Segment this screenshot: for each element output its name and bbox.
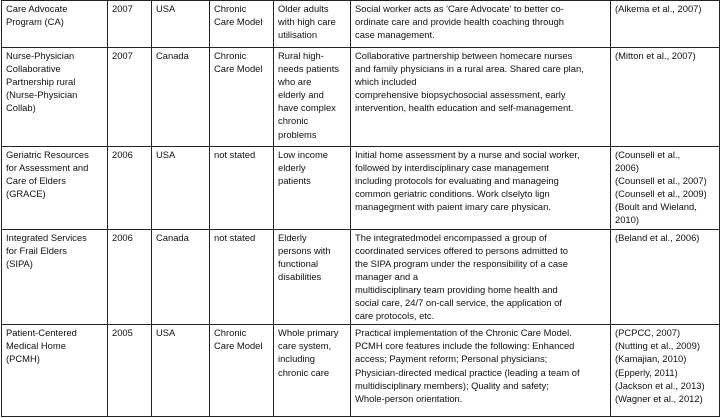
description-line: Collaborative partnership between homecare nurses xyxy=(355,50,573,61)
description-line: Whole-person orientation. xyxy=(355,392,463,404)
program-line: Care of Elders xyxy=(6,175,66,187)
description-line: manager and a xyxy=(355,270,419,282)
program-line: Collab) xyxy=(6,102,36,114)
description-line: Practical implementation of the Chronic Care Model. xyxy=(355,327,572,339)
references-line: (Kamajian, 2010) xyxy=(615,353,687,365)
year-cell: 2006 xyxy=(108,147,152,230)
program-line: (PCMH) xyxy=(6,353,40,365)
population-line: patients xyxy=(278,175,311,187)
model-cell xyxy=(210,229,274,325)
population-line: including xyxy=(278,353,316,365)
references-line: (Epperly, 2011) xyxy=(615,366,678,378)
model-line: not stated xyxy=(214,149,256,160)
population-line: elderly and xyxy=(278,89,324,101)
population-cell xyxy=(274,229,351,325)
references-line: (Jackson et al., 2013) xyxy=(615,379,705,391)
description-cell xyxy=(351,48,611,147)
population-line: problems xyxy=(278,128,317,140)
program-line: (GRACE) xyxy=(6,188,46,200)
references-line: (Beland et al., 2006) xyxy=(615,231,700,243)
population-cell xyxy=(274,147,351,230)
description-line: coordinated services offered to persons admitted to xyxy=(355,244,568,256)
population-cell xyxy=(274,48,351,147)
program-line: for Assessment and xyxy=(6,162,89,174)
references-line: (Counsell et al., 2007) xyxy=(615,175,707,187)
references-line: (Alkema et al., 2007) xyxy=(615,3,702,14)
references-cell xyxy=(611,48,720,147)
program-name-cell xyxy=(2,48,108,147)
description-line: which included xyxy=(355,76,417,88)
description-line: managegment with paient imary care physican. xyxy=(355,201,551,213)
program-line: Collaborative xyxy=(6,63,61,75)
program-line: Care Advocate xyxy=(6,3,68,14)
description-line: multidisciplinary team providing home health and xyxy=(355,283,558,295)
table-row xyxy=(2,48,720,147)
program-name-cell xyxy=(2,147,108,230)
model-line: Care Model xyxy=(214,63,263,75)
table-row xyxy=(2,229,720,325)
model-cell xyxy=(210,147,274,230)
description-line: intervention, health education and self-management. xyxy=(355,102,574,114)
country-cell: USA xyxy=(152,325,210,417)
table-row xyxy=(2,1,720,48)
year-cell: 2007 xyxy=(108,48,152,147)
program-name-cell xyxy=(2,1,108,48)
population-line: Low income xyxy=(278,149,329,160)
population-line: chronic care xyxy=(278,366,330,378)
references-line: (PCPCC, 2007) xyxy=(615,327,681,339)
description-line: PCMH core features include the following: Enhanced xyxy=(355,340,575,352)
description-line: Physician-directed medical practice (leading a team of xyxy=(355,366,580,378)
population-line: Elderly xyxy=(278,231,307,243)
program-line: Patient-Centered xyxy=(6,327,77,339)
description-cell xyxy=(351,147,611,230)
population-line: who are xyxy=(278,76,312,88)
model-line: not stated xyxy=(214,231,256,243)
program-name-cell xyxy=(2,325,108,417)
program-line: Geriatric Resources xyxy=(6,149,89,160)
description-cell xyxy=(351,1,611,48)
description-line: the SIPA program under the responsibility of a case xyxy=(355,257,568,269)
model-line: Chronic xyxy=(214,50,247,61)
country-cell: USA xyxy=(152,1,210,48)
population-line: disabilities xyxy=(278,270,322,282)
program-line: Partnership rural xyxy=(6,76,76,88)
program-line: Nurse-Physician xyxy=(6,50,75,61)
references-cell xyxy=(611,147,720,230)
references-cell xyxy=(611,1,720,48)
description-line: including protocols for evaluating and manageing xyxy=(355,175,559,187)
population-cell xyxy=(274,325,351,417)
population-line: functional xyxy=(278,257,319,269)
country-cell: Canada xyxy=(152,229,210,325)
programs-table xyxy=(1,0,720,417)
description-line: case management. xyxy=(355,29,435,41)
population-line: Rural high- xyxy=(278,50,324,61)
population-line: elderly xyxy=(278,162,306,174)
references-line: 2006) xyxy=(615,162,639,174)
program-line: (SIPA) xyxy=(6,257,33,269)
references-line: (Boult and Wieland, xyxy=(615,201,697,213)
population-line: care system, xyxy=(278,340,332,352)
population-line: have complex xyxy=(278,102,336,114)
country-cell: Canada xyxy=(152,48,210,147)
references-cell xyxy=(611,229,720,325)
model-cell xyxy=(210,1,274,48)
description-line: common geriatric conditions. Work clselyto lign xyxy=(355,188,550,200)
model-line: Chronic xyxy=(214,3,247,14)
program-line: Program (CA) xyxy=(6,16,64,28)
references-line: (Mitton et al., 2007) xyxy=(615,50,696,61)
country-cell: USA xyxy=(152,147,210,230)
model-line: Care Model xyxy=(214,16,263,28)
description-line: and family physicians in a rural area. Shared care plan, xyxy=(355,63,584,75)
year-cell: 2006 xyxy=(108,229,152,325)
year-cell: 2005 xyxy=(108,325,152,417)
program-line: for Frail Elders xyxy=(6,244,67,256)
population-line: chronic xyxy=(278,115,309,127)
references-line: (Wagner et al., 2012) xyxy=(615,392,703,404)
description-line: followed by interdisciplinary case management xyxy=(355,162,549,174)
model-cell xyxy=(210,325,274,417)
table-row xyxy=(2,147,720,230)
description-cell xyxy=(351,229,611,325)
population-line: Older adults xyxy=(278,3,329,14)
description-line: ordinate care and provide health coaching through xyxy=(355,16,565,28)
program-line: Medical Home xyxy=(6,340,66,352)
population-line: Whole primary xyxy=(278,327,339,339)
description-line: care protocols, etc. xyxy=(355,310,435,322)
program-name-cell xyxy=(2,229,108,325)
references-cell xyxy=(611,325,720,417)
population-cell xyxy=(274,1,351,48)
population-line: utilisation xyxy=(278,29,318,41)
references-line: 2010) xyxy=(615,214,639,226)
description-line: Initial home assessment by a nurse and social worker, xyxy=(355,149,580,160)
description-line: The integratedmodel encompassed a group of xyxy=(355,231,547,243)
description-line: social care, 24/7 on-call service, the application of xyxy=(355,297,562,309)
references-line: (Counsell et al., xyxy=(615,149,681,160)
model-cell xyxy=(210,48,274,147)
program-line: Integrated Services xyxy=(6,231,87,243)
population-line: persons with xyxy=(278,244,331,256)
description-line: Social worker acts as 'Care Advocate' to better co- xyxy=(355,3,564,14)
description-line: multidisciplinary members); Quality and safety; xyxy=(355,379,549,391)
program-line: (Nurse-Physician xyxy=(6,89,78,101)
population-line: needs patients xyxy=(278,63,339,75)
model-line: Chronic xyxy=(214,327,247,339)
table-row xyxy=(2,325,720,417)
population-line: with high care xyxy=(278,16,336,28)
year-cell: 2007 xyxy=(108,1,152,48)
references-line: (Counsell et al., 2009) xyxy=(615,188,707,200)
references-line: (Nutting et al., 2009) xyxy=(615,340,700,352)
description-line: access; Payment reform; Personal physicians; xyxy=(355,353,548,365)
description-cell xyxy=(351,325,611,417)
description-line: comprehensive biopsychosocial assessment, early xyxy=(355,89,566,101)
model-line: Care Model xyxy=(214,340,263,352)
